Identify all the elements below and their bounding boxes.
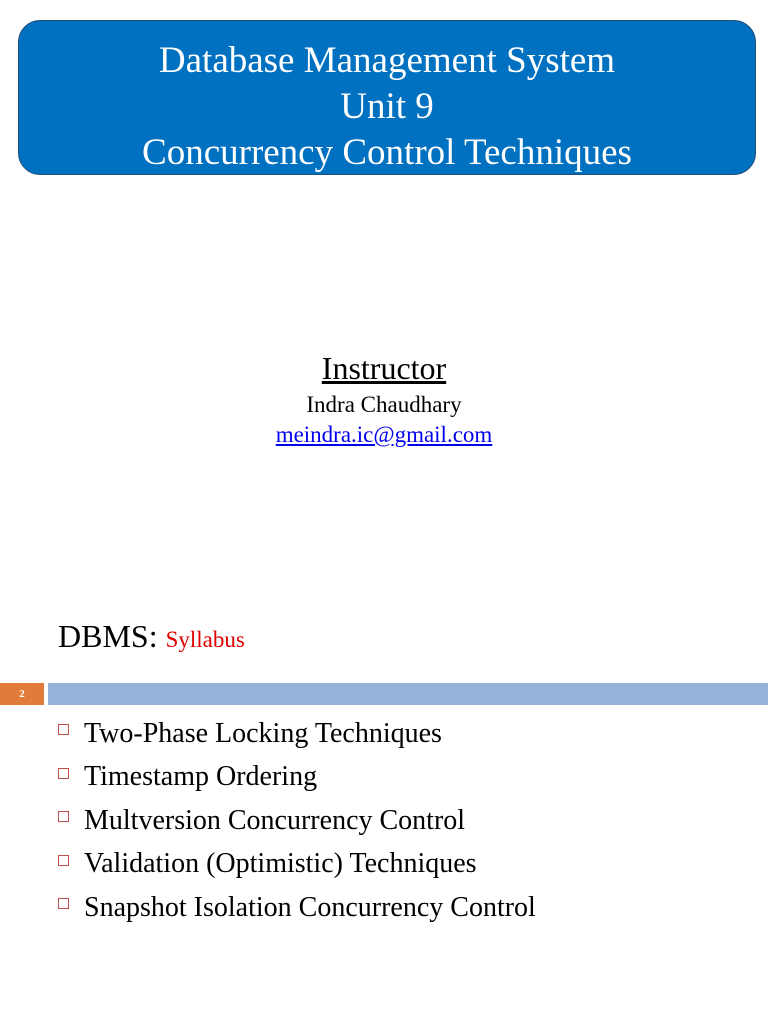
list-item (58, 886, 536, 930)
instructor-block (0, 348, 768, 450)
hollow-square-bullet-icon (58, 768, 69, 779)
title-banner (18, 20, 756, 175)
hollow-square-bullet-icon (58, 811, 69, 822)
list-item (58, 712, 536, 756)
slide2-title-sub: Syllabus (165, 627, 245, 652)
list-item (58, 843, 536, 887)
list-item-text: Timestamp Ordering (84, 761, 318, 793)
hollow-square-bullet-icon (58, 855, 69, 866)
title-line-topic: Concurrency Control Techniques (142, 132, 632, 173)
hollow-square-bullet-icon (58, 724, 69, 735)
list-item-text: Validation (Optimistic) Techniques (84, 848, 477, 880)
title-line-unit: Unit 9 (340, 86, 434, 127)
list-item-text: Two-Phase Locking Techniques (84, 717, 442, 749)
hollow-square-bullet-icon (58, 898, 69, 909)
syllabus-list (58, 712, 536, 930)
list-item (58, 799, 536, 843)
list-item-text: Snapshot Isolation Concurrency Control (84, 891, 536, 923)
header-bar-fill (48, 683, 768, 705)
slide2-title-main: DBMS: (58, 618, 158, 654)
list-item (58, 756, 536, 800)
slide-header-bar (0, 683, 768, 705)
slide2-title (58, 618, 245, 655)
instructor-email-link[interactable]: meindra.ic@gmail.com (275, 422, 493, 447)
instructor-heading: Instructor (321, 350, 447, 386)
page-number: 2 (0, 683, 44, 705)
instructor-name: Indra Chaudhary (306, 392, 462, 417)
list-item-text: Multversion Concurrency Control (84, 804, 466, 836)
title-line-course: Database Management System (158, 40, 616, 81)
